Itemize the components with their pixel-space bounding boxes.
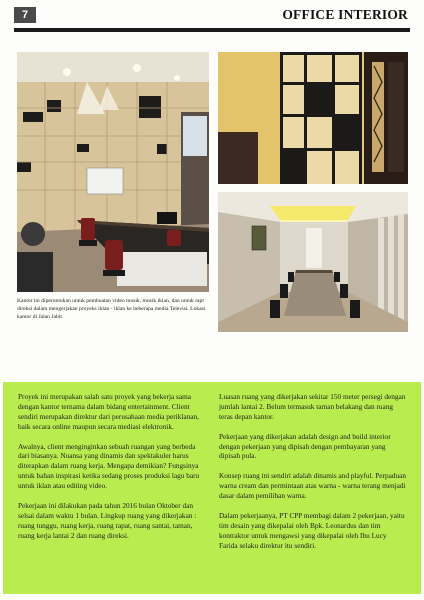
article-paragraph: Awalnya, client menginginkan sebuah ruangan yang berbeda dari biasanya. Nuansa yang dinamis dan spektakuler harus diterapkan dalam ruang kerja. Mengapa demikian? Fungsinya untuk bahan inspirasi ketika sedang proses produksi lagu baru untuk iklan atau editing video. bbox=[18, 441, 200, 491]
article-paragraph: Dalam pekerjaanya, PT CPP membagi dalam 2 pekerjaan, yaitu tim desain yang dikepalai oleh Bpk. Leonardus dan tim kontraktor untuk mengawsi yang dikepalai oleh Ibu Lucy Farida selaku direktur itu sendiri. bbox=[219, 510, 405, 550]
article-paragraph: Pekerjaan yang dikerjakan adalah design and build interior dengan pekerjaan yang dipisah dengan pembayaran yang dipisah pula. bbox=[219, 431, 391, 461]
header-divider bbox=[14, 28, 410, 32]
article-paragraph: Luasan ruang yang dikerjakan sekitar 150 meter persegi dengan jumlah lantai 2. Belum termasuk taman belakang dan ruang teras depan kantor. bbox=[219, 392, 406, 421]
section-title: OFFICE INTERIOR bbox=[282, 7, 408, 22]
article-text-box bbox=[3, 382, 421, 594]
page-number: 7 bbox=[14, 7, 36, 23]
article-paragraph: Proyek ini merupakan salah satu proyek yang bekerja sama dengan kantor ternama dalam bidang entertainment. Client sendiri merupakan direktur dari perusahaan media periklanan, baik secara online maupun secara mediasi elektronik. bbox=[18, 392, 199, 431]
article-column-left bbox=[18, 392, 206, 550]
article-paragraph: Pekerjaan ini dilakukan pada tahun 2016 bulan Oktober dan selsai dalam waktu 1 bulan. Lingkup ruang yang dikerjakan : ruang tunggu, ruang kerja, ruang rapat, ruang santai, taman, ruang kerja lantai 2 dan ruang direksi. bbox=[18, 500, 197, 540]
office-room-photo bbox=[17, 52, 209, 292]
article-column-right bbox=[219, 392, 407, 560]
article-paragraph: Konsep ruang ini sendiri adalah dinamis and playful. Perpaduan warna cream dan permintaan atas warna - warna terang menjadi dasar dalam pemilihan warna. bbox=[219, 471, 407, 501]
wall-panel-hallway-photo bbox=[218, 52, 408, 184]
photo-caption: Kantor ini diperuntukan untuk pembuatan video musik, musik iklan, dan untuk rapt direksi dalam mengerjakan proyeks iklan - iklan ke beberapa media Televisi. Lokasi kantor di Jalan Jabit. bbox=[17, 298, 206, 320]
meeting-room-photo bbox=[218, 192, 408, 332]
